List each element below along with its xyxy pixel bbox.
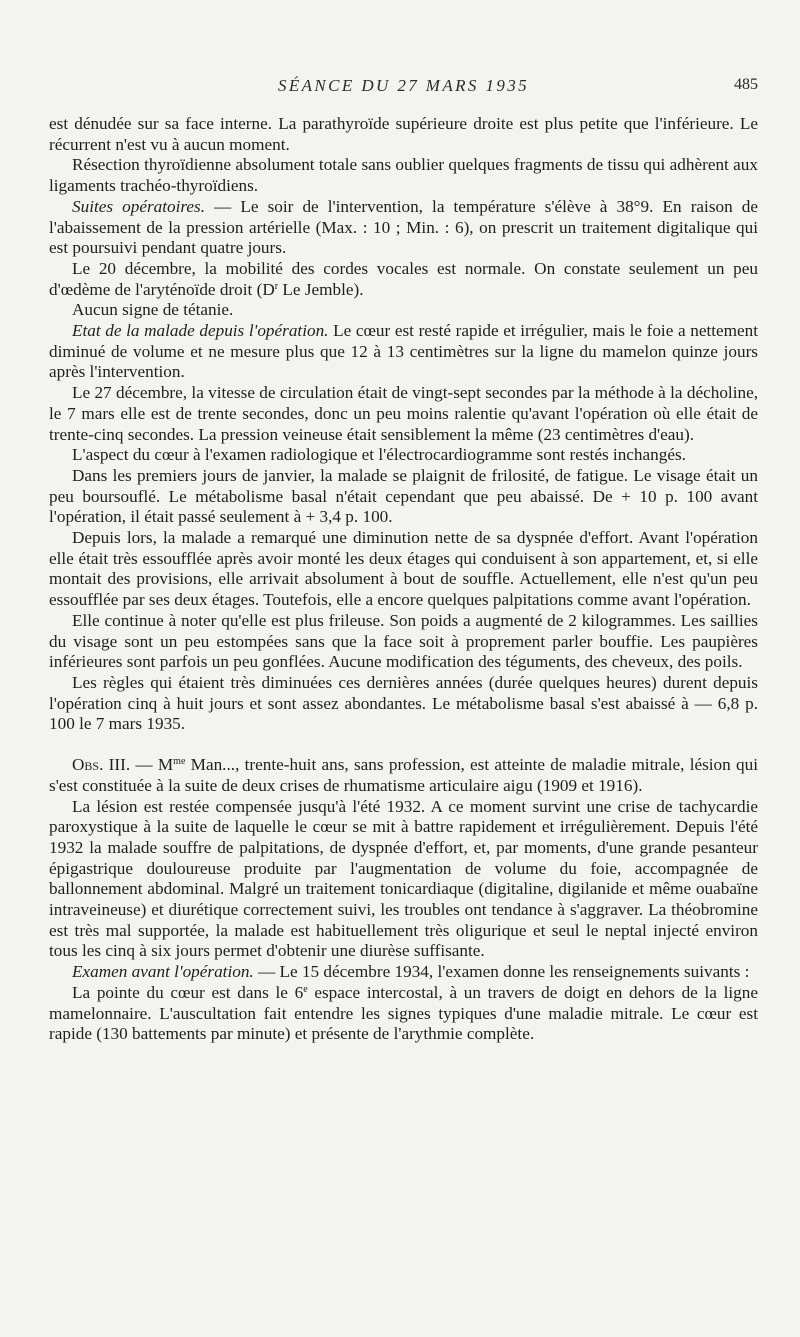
- paragraph-pointe-coeur: [49, 983, 758, 1045]
- paragraph-suites-operatoires: [49, 197, 758, 259]
- paragraph-text: Aucun signe de tétanie.: [72, 300, 234, 320]
- paragraph-text: La pointe du cœur est dans le 6: [72, 982, 304, 1002]
- paragraph-text: — M: [130, 755, 174, 775]
- paragraph-text: Man..., trente-huit ans, sans profession, est atteinte de maladie mitrale, lésion qui s'est constituée à la suite de deux crises de rhumatisme articulaire aigu (1909 et 1916).: [49, 755, 758, 795]
- paragraph-text: Les règles qui étaient très diminuées ces dernières années (durée quelques heures) durent depuis l'opération cinq à huit jours et sont assez abondantes. Le métabolisme basal s'est abaissé à — 6,8 p. 100 le 7 mars 1935.: [49, 672, 758, 734]
- paragraph-text: est dénudée sur sa face interne. La parathyroïde supérieure droite est plus petite que l'inférieure. Le récurrent n'est vu à aucun moment.: [49, 114, 758, 154]
- paragraph-text: Dans les premiers jours de janvier, la malade se plaignit de frilosité, de fatigue. Le visage était un peu boursouflé. Le métabolisme basal n'était cependant que peu abaissé. De + 10 p. 100 avant l'opération, il était passé seulement à + 3,4 p. 100.: [49, 465, 758, 527]
- paragraph-text: L'aspect du cœur à l'examen radiologique et l'électrocardiogramme sont restés inchangés.: [72, 445, 686, 465]
- section-lead: Suites opératoires.: [72, 196, 206, 216]
- paragraph-text: Le cœur est resté rapide et irrégulier, mais le foie a nettement diminué de volume et ne mesure plus que 12 à 13 centimètres sur la ligne du mamelon quinze jours après l'intervention.: [49, 321, 758, 382]
- paragraph-text: Elle continue à noter qu'elle est plus frileuse. Son poids a augmenté de 2 kilogrammes. Les saillies du visage sont un peu estompées sans que la face soit à proprement parler bouffie. Les paupières inférieures sont parfois un peu gonflées. Aucune modification des téguments, des cheveux, des poils.: [49, 610, 758, 672]
- paragraph-dyspnee: [49, 528, 758, 611]
- paragraph-text: Le 20 décembre, la mobilité des cordes vocales est normale. On constate seulement un peu d'œdème de l'aryténoïde droit (D: [49, 258, 758, 299]
- paragraph-lesion: [49, 797, 758, 963]
- paragraph-janvier: [49, 466, 758, 528]
- superscript: e: [303, 983, 308, 995]
- page-number: 485: [734, 76, 758, 93]
- paragraph-regles: [49, 673, 758, 735]
- observation-label: Obs. III.: [72, 755, 131, 775]
- superscript: r: [274, 280, 279, 292]
- paragraph-text: La lésion est restée compensée jusqu'à l'été 1932. A ce moment survint une crise de tachycardie paroxystique à la suite de laquelle le cœur se mit à battre rapidement et irrégulièrement. Depuis l'été 1932 la malade souffre de palpitations, de dyspnée d'effort, et, par moments, d'une grande pesanteur épigastrique douloureuse produite par l'augmentation de volume du foie, accompagnée de ballonnement abdominal. Malgré un traitement tonicardiaque (digitaline, digilanide et même ouabaïne intraveineuse) et diurétique correctement suivi, les troubles ont tendance à s'aggraver. La théobromine est très mal supportée, la malade est habituellement très oligurique et seul le neptal injecté environ tous les cinq à six jours permet d'obtenir une diurèse suffisante.: [49, 796, 758, 961]
- running-title: SÉANCE DU 27 MARS 1935: [277, 76, 530, 95]
- paragraph-aspect-coeur: [49, 445, 758, 466]
- section-lead: Examen avant l'opération.: [72, 962, 254, 982]
- paragraph-text: Résection thyroïdienne absolument totale sans oublier quelques fragments de tissu qui adhèrent aux ligaments trachéo-thyroïdiens.: [49, 155, 758, 196]
- superscript: me: [173, 756, 186, 768]
- paragraph-text: Depuis lors, la malade a remarqué une diminution nette de sa dyspnée d'effort. Avant l'opération elle était très essoufflée après avoir monté les deux étages qui conduisent à son appartement, et, si elle montait des provisions, elle arrivait absolument à bout de souffle. Actuellement, elle n'est qu'un peu essoufflée par ses deux étages. Toutefois, elle a encore quelques palpitations comme avant l'opération.: [49, 528, 758, 610]
- paragraph-text: — Le soir de l'intervention, la température s'élève à 38°9. En raison de l'abaissement de la pression artérielle (Max. : 10 ; Min. : 6), on prescrit un traitement digitalique qui est poursuivi pendant quatre jours.: [49, 196, 758, 258]
- paragraph-text: — Le 15 décembre 1934, l'examen donne les renseignements suivants :: [253, 962, 750, 982]
- paragraph-text: espace intercostal, à un travers de doigt en dehors de la ligne mamelonnaire. L'auscultation fait entendre les signes typiques d'une maladie mitrale. Le cœur est rapide (130 battements par minute) et présente de l'arythmie complète.: [49, 982, 758, 1044]
- paragraph-frileuse: [49, 611, 758, 673]
- paragraph-cordes-vocales: [49, 259, 758, 300]
- running-header: [49, 70, 758, 110]
- paragraph-tetanie: [49, 300, 758, 321]
- paragraph-etat-malade: [49, 321, 758, 383]
- section-lead: Etat de la malade depuis l'opération.: [72, 321, 329, 341]
- paragraph-examen-avant: [49, 962, 758, 983]
- paragraph-continuation: [49, 114, 758, 155]
- paragraph-observation-3: [49, 755, 758, 796]
- paragraph-vitesse-circulation: [49, 383, 758, 445]
- paragraph-resection: [49, 155, 758, 196]
- paragraph-text: Le 27 décembre, la vitesse de circulation était de vingt-sept secondes par la méthode à la décholine, le 7 mars elle est de trente secondes, donc un peu moins ralentie qu'avant l'opération où elle était de trente-cinq secondes. La pression veineuse était sensiblement la même (23 centimètres d'eau).: [49, 383, 758, 444]
- body-text: [49, 114, 758, 1045]
- paragraph-text: Le Jemble).: [278, 279, 364, 299]
